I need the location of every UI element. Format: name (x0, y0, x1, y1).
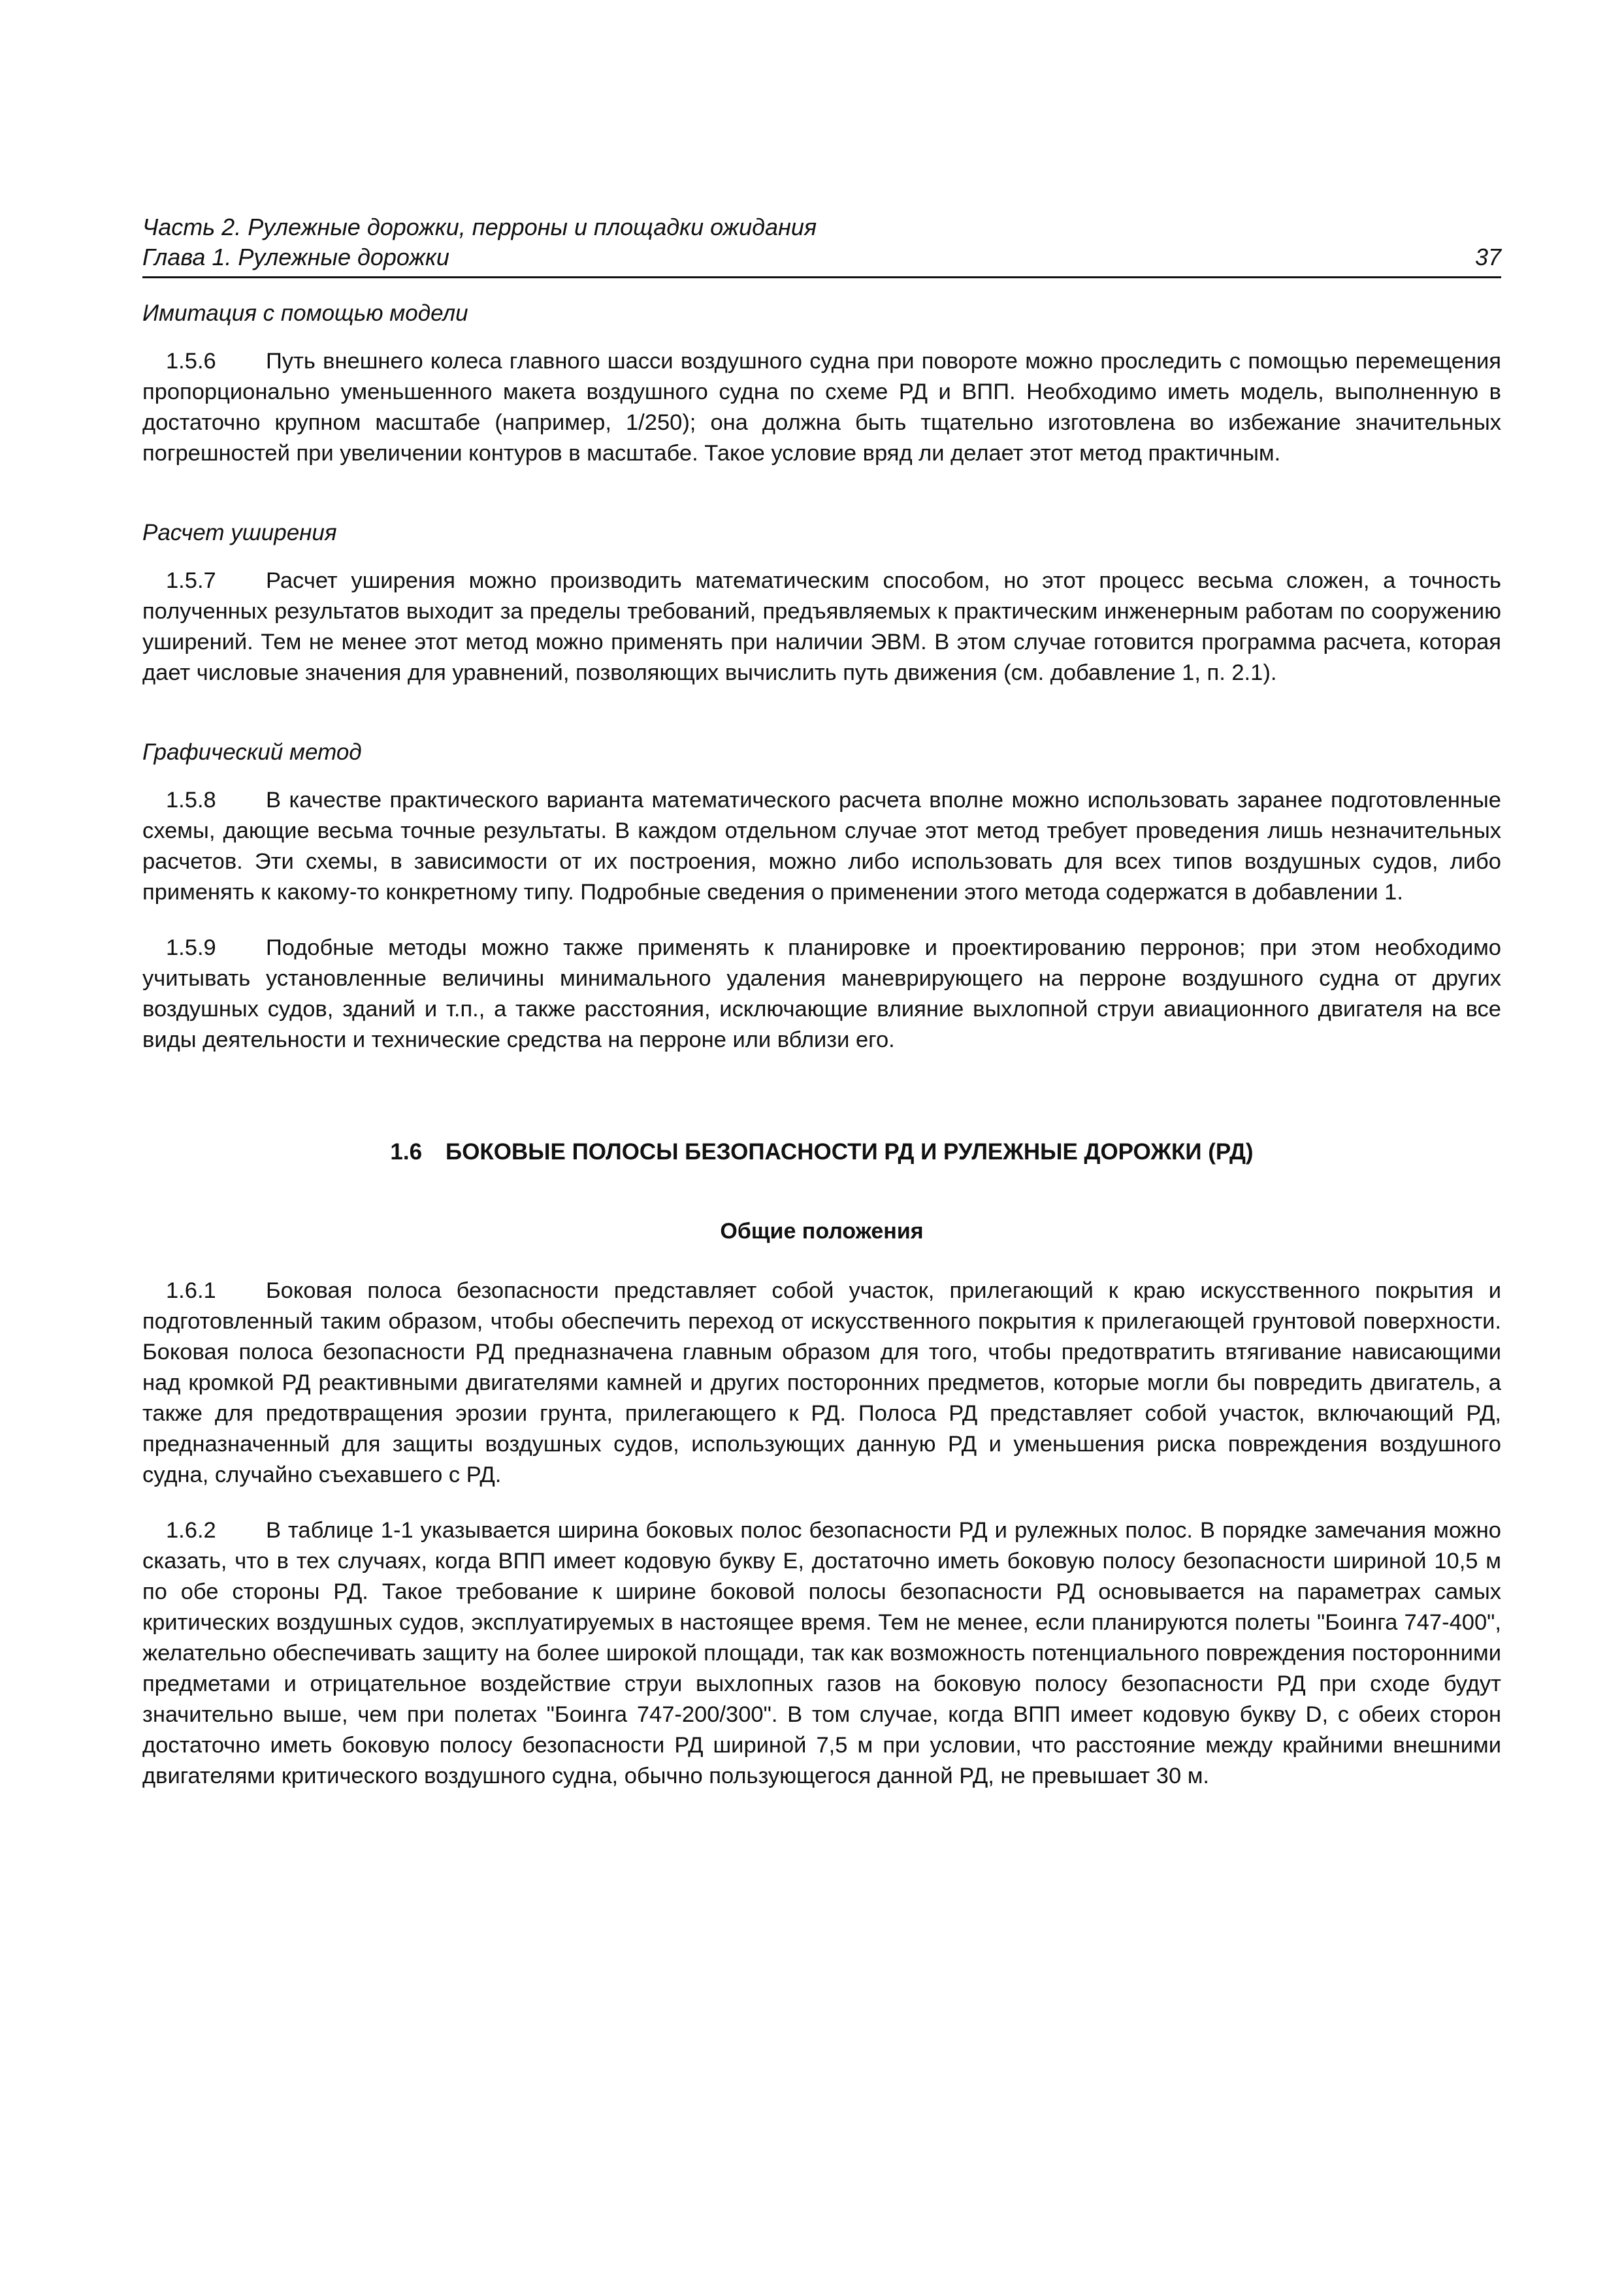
paragraph-1-5-7 (142, 566, 1501, 688)
header-chapter-title: Глава 1. Рулежные дорожки (142, 244, 449, 270)
document-page (142, 212, 1501, 1792)
paragraph-1-5-6 (142, 346, 1501, 469)
paragraph-number: 1.5.8 (166, 788, 216, 813)
paragraph-number: 1.5.7 (166, 568, 216, 593)
section-number: 1.6 (390, 1139, 423, 1165)
paragraph-1-6-2 (142, 1515, 1501, 1792)
paragraph-number: 1.6.2 (166, 1518, 216, 1543)
paragraph-number: 1.5.9 (166, 935, 216, 960)
paragraph-number: 1.5.6 (166, 349, 216, 374)
paragraph-text: В качестве практического варианта математического расчета вполне можно использовать заранее подготовленные схемы, дающие весьма точные результаты. В каждом отдельном случае этот метод требует проведения лишь незначительных расчетов. Эти схемы, в зависимости от их построения, можно либо использовать для всех типов воздушных судов, либо применять к какому-то конкретному типу. Подробные сведения о применении этого метода содержатся в добавлении 1. (142, 788, 1501, 905)
paragraph-text: Путь внешнего колеса главного шасси воздушного судна при повороте можно проследить с помощью перемещения пропорционально уменьшенного макета воздушного судна по схеме РД и ВПП. Необходимо иметь модель, выполненную в достаточно крупном масштабе (например, 1/250); она должна быть тщательно изготовлена во избежание значительных погрешностей при увеличении контуров в масштабе. Такое условие вряд ли делает этот метод практичным. (142, 349, 1501, 466)
section-title-text: БОКОВЫЕ ПОЛОСЫ БЕЗОПАСНОСТИ РД И РУЛЕЖНЫЕ ДОРОЖКИ (РД) (446, 1139, 1254, 1165)
page-number: 37 (1474, 244, 1501, 270)
running-header (142, 212, 1501, 272)
paragraph-number: 1.6.1 (166, 1278, 216, 1303)
header-part-title: Часть 2. Рулежные дорожки, перроны и площадки ожидания (142, 214, 817, 240)
paragraph-1-5-8 (142, 785, 1501, 908)
heading-model-simulation: Имитация с помощью модели (142, 300, 468, 326)
paragraph-1-6-1 (142, 1276, 1501, 1491)
heading-graphic-method: Графический метод (142, 739, 362, 765)
paragraph-text: Боковая полоса безопасности представляет собой участок, прилегающий к краю искусственного покрытия и подготовленный таким образом, чтобы обеспечить переход от искусственного покрытия к прилегающей грунтовой поверхности. Боковая полоса безопасности РД предназначена главным образом для того, чтобы предотвратить втягивание нависающими над кромкой РД реактивными двигателями камней и других посторонних предметов, которые могли бы повредить двигатель, а также для предотвращения эрозии грунта, прилегающего к РД. Полоса РД представляет собой участок, включающий РД, предназначенный для защиты воздушных судов, использующих данную РД и уменьшения риска повреждения воздушного судна, случайно съехавшего с РД. (142, 1278, 1501, 1487)
section-title-1-6 (142, 1139, 1501, 1165)
paragraph-1-5-9 (142, 933, 1501, 1056)
heading-general-provisions: Общие положения (720, 1219, 924, 1244)
paragraph-text: Подобные методы можно также применять к планировке и проектированию перронов; при этом необходимо учитывать установленные величины минимального удаления маневрирующего на перроне воздушного судна от других воздушных судов, зданий и т.п., а также расстояния, исключающие влияние выхлопной струи авиационного двигателя на все виды деятельности и технические средства на перроне или вблизи его. (142, 935, 1501, 1052)
heading-widening-calculation: Расчет уширения (142, 520, 337, 545)
paragraph-text: В таблице 1-1 указывается ширина боковых полос безопасности РД и рулежных полос. В порядке замечания можно сказать, что в тех случаях, когда ВПП имеет кодовую букву Е, достаточно иметь боковую полосу безопасности шириной 10,5 м по обе стороны РД. Такое требование к ширине боковой полосы безопасности РД основывается на параметрах самых критических воздушных судов, эксплуатируемых в настоящее время. Тем не менее, если планируются полеты "Боинга 747-400", желательно обеспечивать защиту на более широкой площади, так как возможность потенциального повреждения посторонними предметами и отрицательное воздействие струи выхлопных газов на боковую полосу безопасности РД при сходе будут значительно выше, чем при полетах "Боинга 747-200/300". В том случае, когда ВПП имеет кодовую букву D, с обеих сторон достаточно иметь боковую полосу безопасности РД шириной 7,5 м при условии, что расстояние между крайними внешними двигателями критического воздушного судна, обычно пользующегося данной РД, не превышает 30 м. (142, 1518, 1501, 1788)
header-rule (142, 276, 1501, 278)
paragraph-text: Расчет уширения можно производить математическим способом, но этот процесс весьма сложен, а точность полученных результатов выходит за пределы требований, предъявляемых к практическим инженерным работам по сооружению уширений. Тем не менее этот метод можно применять при наличии ЭВМ. В этом случае готовится программа расчета, которая дает числовые значения для уравнений, позволяющих вычислить путь движения (см. добавление 1, п. 2.1). (142, 568, 1501, 685)
